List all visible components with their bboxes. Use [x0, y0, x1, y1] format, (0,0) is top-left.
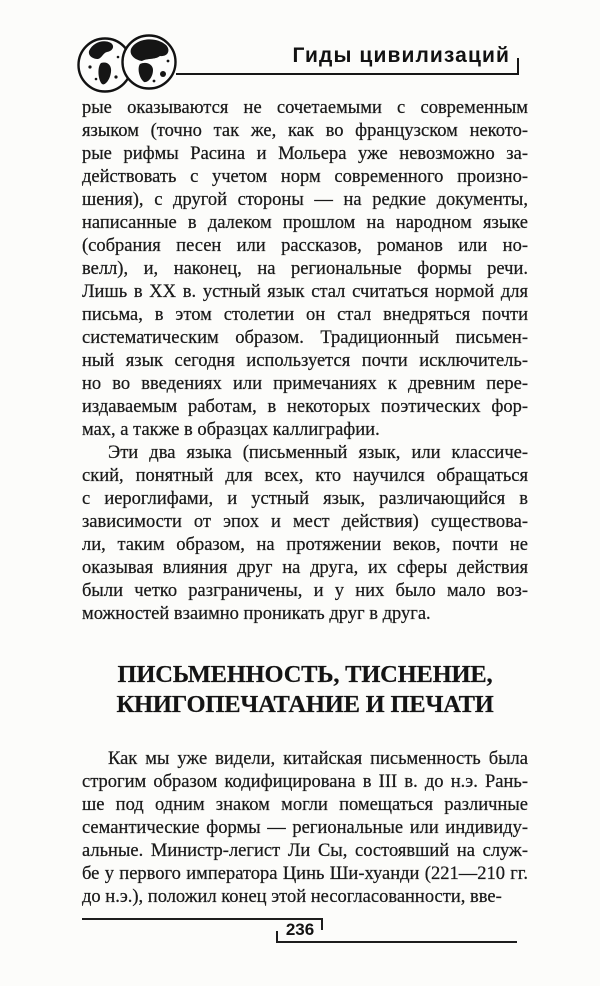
text-line: Эти два языка (письменный язык, или классиче-: [108, 443, 528, 463]
text-line: ше под одним знаком могли помещаться различные: [82, 795, 528, 815]
text-line: ский, понятный для всех, кто научился обращаться: [82, 466, 528, 486]
text-line: издаваемым работам, в некоторых поэтических фор-: [82, 397, 528, 417]
text-line: оказывая влияния друг на друга, их сферы действия: [82, 558, 528, 578]
text-line: велл), и, наконец, на региональные формы речи.: [82, 259, 528, 279]
text-line: строгим образом кодифицирована в III в. до н.э. Рань-: [82, 772, 528, 792]
text-line: рые оказываются не сочетаемыми с современным: [82, 98, 528, 118]
text-line: рые рифмы Расина и Мольера уже невозможно за-: [82, 144, 528, 164]
paragraph: [82, 748, 528, 909]
body-text: [82, 97, 528, 626]
text-line: до н.э.), положил конец этой несогласованности, вве-: [82, 887, 502, 907]
text-line: написанные в далеком прошлом на народном языке: [82, 213, 528, 233]
section-heading-line: ПИСЬМЕННОСТЬ, ТИСНЕНИЕ,: [117, 661, 493, 688]
text-line: семантические формы — региональные или индивиду-: [82, 818, 528, 838]
text-line: ли, таким образом, на протяжении веков, почти не: [82, 535, 528, 555]
text-line: шения), с другой стороны — на редкие документы,: [82, 190, 528, 210]
body-text: [82, 748, 528, 909]
paragraph: [82, 97, 528, 442]
paragraph: [82, 442, 528, 626]
running-head-title: Гиды цивилизаций: [292, 44, 510, 67]
text-line: (собрания песен или рассказов, романов или но-: [82, 236, 528, 256]
text-line: Как мы уже видели, китайская письменность была: [108, 749, 528, 769]
page-number: 236: [285, 920, 315, 939]
header-rule-end-tick: [517, 58, 519, 75]
header-rule: [176, 73, 519, 75]
text-line: зависимости от эпох и мест действия) существова-: [82, 512, 528, 532]
text-line: бе у первого императора Цинь Ши-хуанди (221—210 гг.: [82, 864, 528, 884]
text-line: с иероглифами, и устный язык, различающийся в: [82, 489, 528, 509]
footer-rule-right: [276, 941, 517, 943]
text-line: действовать с учетом норм современного произно-: [82, 167, 528, 187]
section-heading-line: КНИГОПЕЧАТАНИЕ И ПЕЧАТИ: [116, 691, 494, 718]
footer-tick-right: [321, 918, 323, 930]
text-line: можностей взаимно проникать друг в друга.: [82, 604, 431, 624]
section-heading: [82, 660, 528, 720]
world-hemispheres-icon: [76, 33, 180, 97]
text-line: альные. Министр-легист Ли Сы, состоявший на служ-: [82, 841, 528, 861]
text-line: но во введениях или примечаниях к древним пере-: [82, 374, 528, 394]
text-line: письма, в этом столетии он стал внедряться почти: [82, 305, 528, 325]
text-line: систематическим образом. Традиционный письмен-: [82, 328, 528, 348]
text-line: языком (точно так же, как во французском некото-: [82, 121, 528, 141]
text-line: Лишь в XX в. устный язык стал считаться нормой для: [82, 282, 528, 302]
text-line: были четко разграничены, и у них было мало воз-: [82, 581, 528, 601]
text-line: мах, а также в образцах каллиграфии.: [82, 420, 380, 440]
text-line: ный язык сегодня используется почти исключитель-: [82, 351, 528, 371]
